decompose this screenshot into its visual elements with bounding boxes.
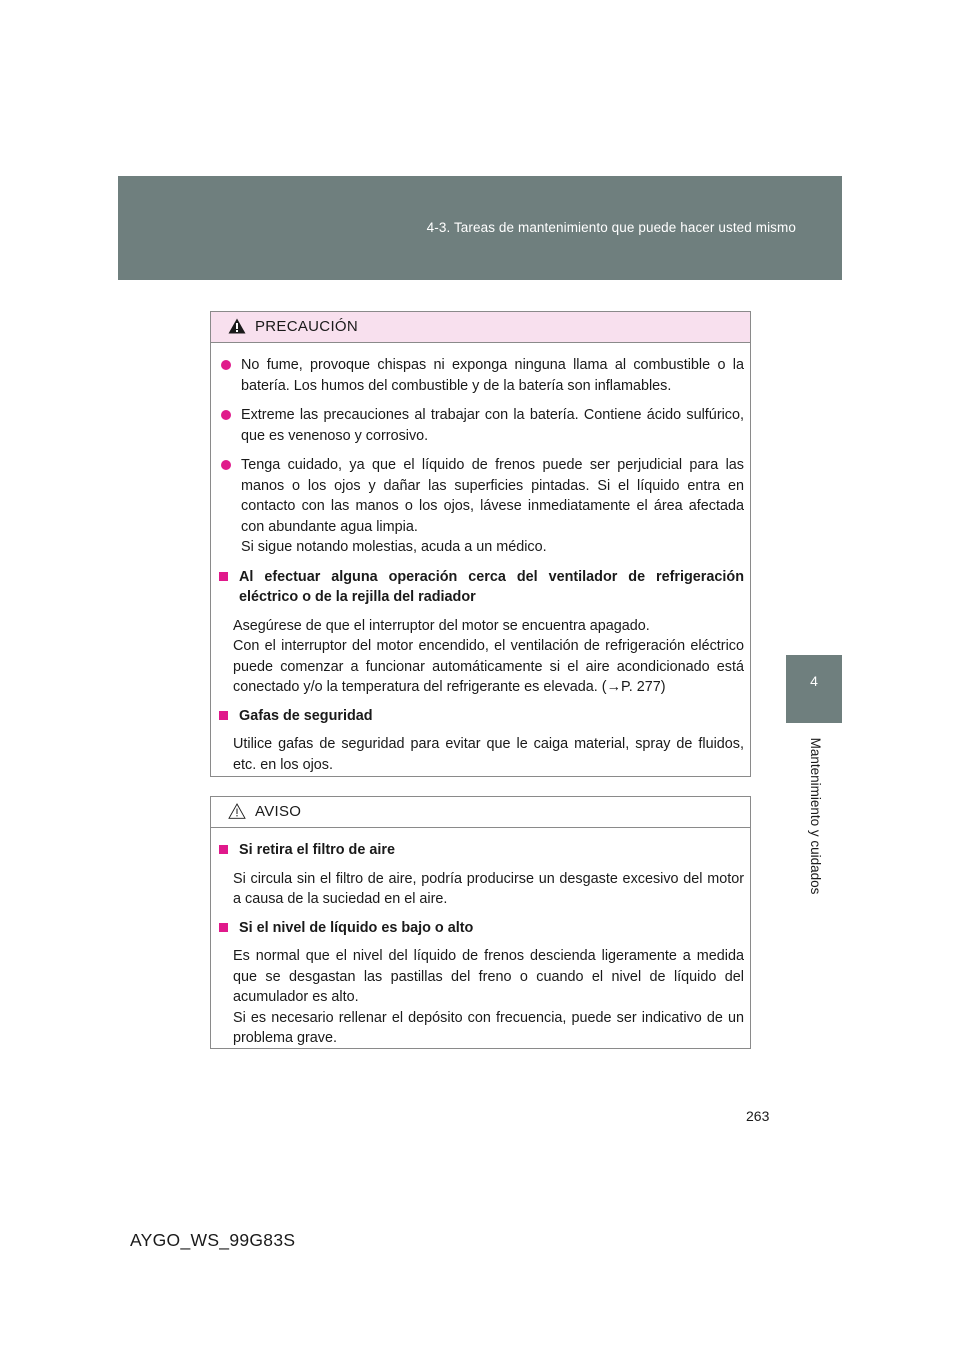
- square-bullet-icon: [219, 923, 228, 932]
- notice-section-text: Es normal que el nivel del líquido de frenos descienda ligeramente a medida que se desgastan las pastillas del freno o cuando el nivel de líquido del acumulador es alto. Si es necesario rellenar el depósito con frecuencia, puede ser indicativo de un problema grave.: [233, 948, 744, 1046]
- section-header-band: [118, 176, 842, 280]
- caution-section-text: Asegúrese de que el interruptor del motor se encuentra apagado. Con el interruptor del motor encendido, el ventilación de refrigeración eléctrico puede comenzar a funcionar automáticamente si el aire acondicionado está conectado y/o la temperatura del refrigerante es elevada. (→P. 277): [233, 617, 744, 695]
- bullet-dot-icon: [221, 460, 231, 470]
- caution-bullet: Extreme las precauciones al trabajar con la batería. Contiene ácido sulfúrico, que es venenoso y corrosivo.: [219, 405, 744, 446]
- warning-triangle-outline-icon: [228, 803, 246, 819]
- caution-header: [211, 312, 750, 343]
- chapter-number: 4: [810, 673, 818, 689]
- notice-header: [211, 797, 750, 828]
- bullet-dot-icon: [221, 360, 231, 370]
- notice-heading: AVISO: [255, 803, 302, 820]
- document-code: AYGO_WS_99G83S: [130, 1230, 296, 1250]
- square-bullet-icon: [219, 572, 228, 581]
- square-bullet-icon: [219, 711, 228, 720]
- section-title: 4-3. Tareas de mantenimiento que puede hacer usted mismo: [426, 220, 796, 235]
- notice-section-title: Si el nivel de líquido es bajo o alto: [219, 918, 744, 939]
- caution-box: [210, 311, 751, 777]
- notice-box: [210, 796, 751, 1049]
- chapter-label: Mantenimiento y cuidados: [808, 737, 823, 895]
- caution-bullet: Tenga cuidado, ya que el líquido de frenos puede ser perjudicial para las manos o los ojos y dañar las superficies pintadas. Si el líquido entra en contacto con las manos o los ojos, lávese inmediatamente el área afectada con abundante agua limpia. Si sigue notando molestias, acuda a un médico.: [219, 455, 744, 558]
- bullet-dot-icon: [221, 410, 231, 420]
- chapter-tab: [786, 655, 842, 723]
- caution-section-text: Utilice gafas de seguridad para evitar que le caiga material, spray de fluidos, etc. en los ojos.: [233, 736, 744, 773]
- square-bullet-icon: [219, 845, 228, 854]
- warning-triangle-filled-icon: [228, 318, 246, 334]
- caution-section-title: Al efectuar alguna operación cerca del ventilador de refrigeración eléctrico o de la rejilla del radiador: [219, 567, 744, 608]
- caution-heading: PRECAUCIÓN: [255, 318, 359, 335]
- caution-bullet: No fume, provoque chispas ni exponga ninguna llama al combustible o la batería. Los humos del combustible y de la batería son inflamables.: [219, 355, 744, 396]
- caution-section-title: Gafas de seguridad: [219, 706, 744, 727]
- notice-section-text: Si circula sin el filtro de aire, podría producirse un desgaste excesivo del motor a causa de la suciedad en el aire.: [233, 870, 744, 907]
- page-number: 263: [746, 1108, 770, 1124]
- notice-section-title: Si retira el filtro de aire: [219, 840, 744, 861]
